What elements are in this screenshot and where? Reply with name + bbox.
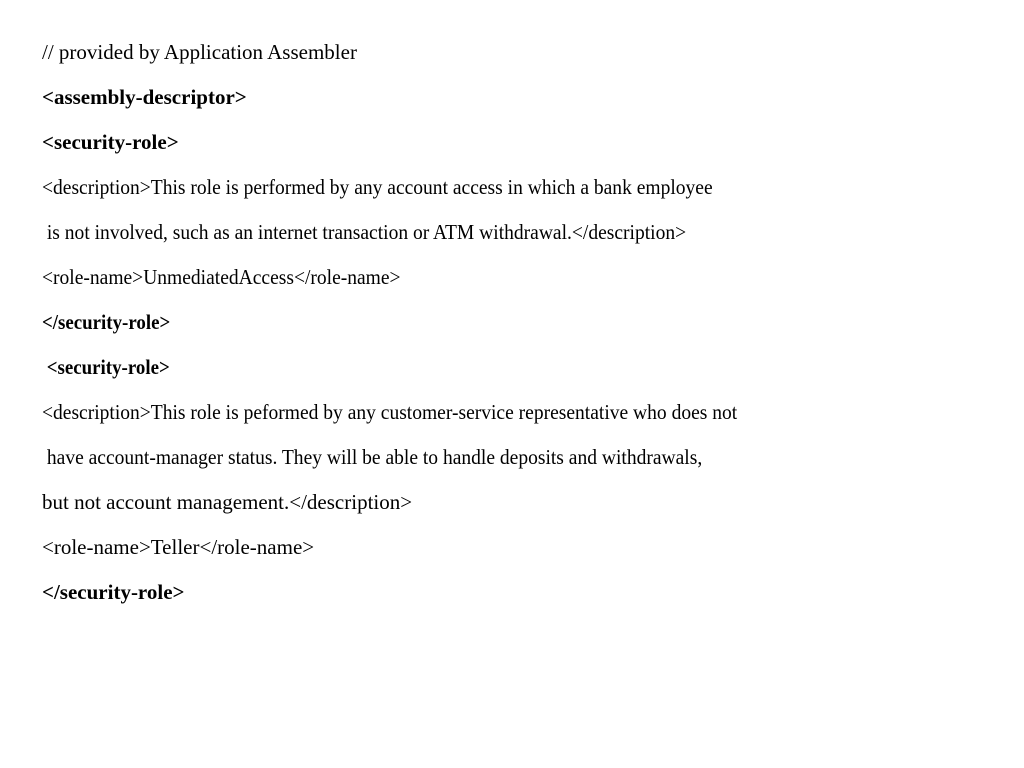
comment-line: // provided by Application Assembler [42, 40, 357, 64]
description-1-line-1: <description>This role is performed by any account access in which a bank employee [42, 175, 713, 199]
description-1-line-2: is not involved, such as an internet transaction or ATM withdrawal.</description> [42, 220, 687, 244]
role-name-2: <role-name>Teller</role-name> [42, 535, 315, 559]
description-2-line-3: but not account management.</description> [42, 490, 413, 514]
description-2-line-1: <description>This role is peformed by any customer-service representative who does not [42, 400, 738, 424]
assembly-descriptor-open-tag: <assembly-descriptor> [42, 85, 247, 109]
security-role-open-tag-1: <security-role> [42, 130, 179, 154]
security-role-close-tag-1: </security-role> [42, 310, 171, 334]
security-role-open-tag-2: <security-role> [42, 355, 170, 379]
role-name-1: <role-name>UnmediatedAccess</role-name> [42, 265, 401, 289]
description-2-line-2: have account-manager status. They will be able to handle deposits and withdrawals, [42, 445, 703, 469]
security-role-close-tag-2: </security-role> [42, 580, 185, 604]
